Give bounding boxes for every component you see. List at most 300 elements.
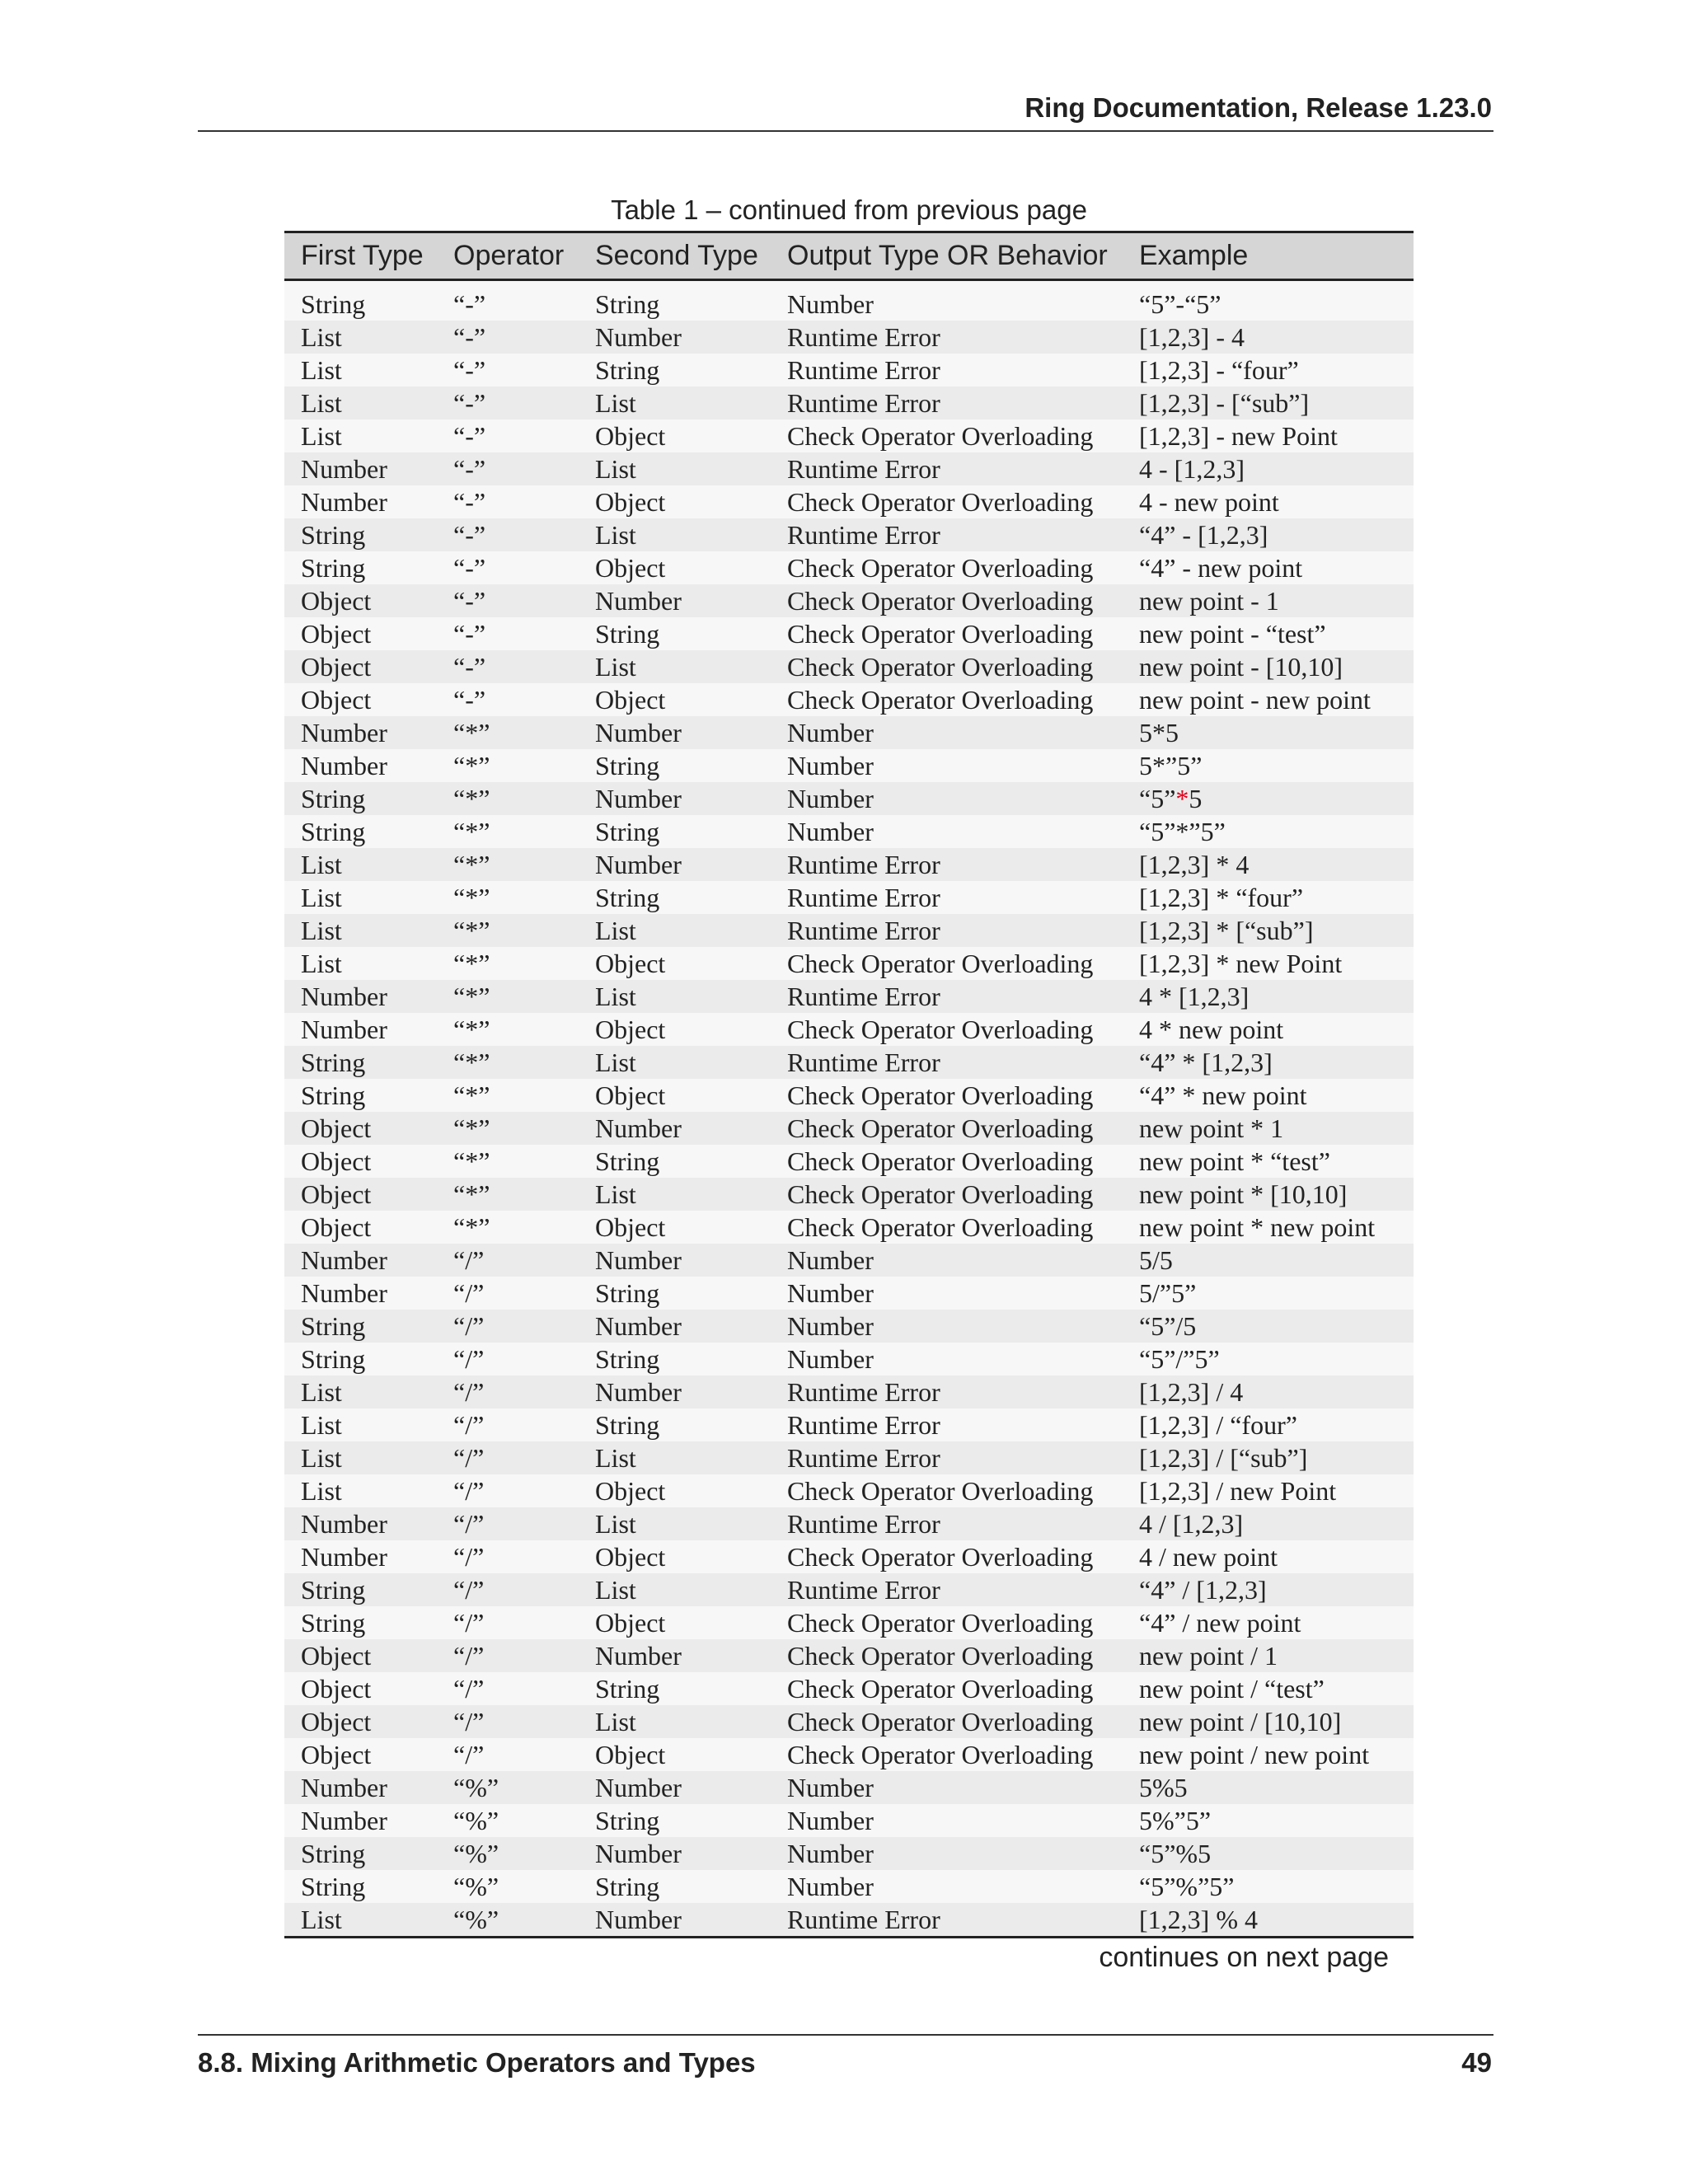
cell-output-type: Check Operator Overloading bbox=[787, 949, 1094, 978]
table-row bbox=[284, 1870, 1414, 1903]
cell-operator: “/” bbox=[453, 1575, 485, 1605]
table-row bbox=[284, 1738, 1414, 1771]
cell-second-type: Object bbox=[595, 1542, 666, 1572]
cell-operator: “-” bbox=[453, 652, 486, 682]
cell-first-type: Object bbox=[301, 1674, 372, 1704]
cell-output-type: Check Operator Overloading bbox=[787, 1542, 1094, 1572]
table-row bbox=[284, 650, 1414, 683]
cell-example: [1,2,3] * new Point bbox=[1139, 949, 1343, 978]
cell-example: new point / “test” bbox=[1139, 1674, 1325, 1704]
cell-example: “4” / new point bbox=[1139, 1608, 1301, 1638]
cell-first-type: String bbox=[301, 1080, 366, 1110]
cell-first-type: String bbox=[301, 1839, 366, 1868]
cell-output-type: Check Operator Overloading bbox=[787, 1015, 1094, 1044]
cell-example: [1,2,3] - “four” bbox=[1139, 355, 1299, 385]
table-caption: Table 1 – continued from previous page bbox=[611, 194, 1087, 225]
cell-second-type: String bbox=[595, 355, 660, 385]
table-row bbox=[284, 1573, 1414, 1606]
table-body bbox=[284, 280, 1414, 1938]
cell-operator: “-” bbox=[453, 355, 486, 385]
cell-first-type: List bbox=[301, 883, 342, 912]
cell-output-type: Check Operator Overloading bbox=[787, 1212, 1094, 1242]
cell-first-type: String bbox=[301, 553, 366, 583]
cell-output-type: Number bbox=[787, 784, 874, 813]
cell-second-type: Number bbox=[595, 1113, 682, 1143]
cell-operator: “*” bbox=[453, 982, 490, 1011]
cell-operator: “/” bbox=[453, 1674, 485, 1704]
cell-example: new point / new point bbox=[1139, 1740, 1370, 1769]
table-header bbox=[284, 232, 1414, 280]
column-header-first-type: First Type bbox=[284, 232, 437, 280]
cell-first-type: String bbox=[301, 520, 366, 550]
cell-operator: “*” bbox=[453, 883, 490, 912]
table-row bbox=[284, 1310, 1414, 1343]
table-row bbox=[284, 518, 1414, 551]
table-row bbox=[284, 1639, 1414, 1672]
cell-first-type: Object bbox=[301, 1212, 372, 1242]
cell-example: [1,2,3] * “four” bbox=[1139, 883, 1304, 912]
cell-second-type: Object bbox=[595, 421, 666, 451]
cell-second-type: List bbox=[595, 1575, 636, 1605]
cell-operator: “*” bbox=[453, 850, 490, 879]
cell-output-type: Number bbox=[787, 718, 874, 748]
cell-output-type: Runtime Error bbox=[787, 1377, 940, 1407]
cell-operator: “/” bbox=[453, 1641, 485, 1671]
table-row bbox=[284, 1408, 1414, 1441]
cell-output-type: Number bbox=[787, 1344, 874, 1374]
cell-first-type: List bbox=[301, 916, 342, 945]
cell-example: [1,2,3] * [“sub”] bbox=[1139, 916, 1314, 945]
cell-example: “4” - new point bbox=[1139, 553, 1303, 583]
table-row bbox=[284, 947, 1414, 980]
cell-first-type: Number bbox=[301, 1542, 387, 1572]
table-row bbox=[284, 1804, 1414, 1837]
cell-example: 4 / [1,2,3] bbox=[1139, 1509, 1244, 1539]
cell-first-type: Number bbox=[301, 1245, 387, 1275]
cell-second-type: List bbox=[595, 1179, 636, 1209]
cell-second-type: Number bbox=[595, 1641, 682, 1671]
cell-first-type: Number bbox=[301, 1806, 387, 1835]
cell-output-type: Check Operator Overloading bbox=[787, 1113, 1094, 1143]
cell-output-type: Runtime Error bbox=[787, 1047, 940, 1077]
cell-second-type: Number bbox=[595, 718, 682, 748]
table-row bbox=[284, 419, 1414, 452]
cell-example: [1,2,3] - new Point bbox=[1139, 421, 1338, 451]
cell-example: new point / [10,10] bbox=[1139, 1707, 1342, 1736]
cell-first-type: List bbox=[301, 1410, 342, 1440]
cell-second-type: String bbox=[595, 1806, 660, 1835]
cell-example: “4” * new point bbox=[1139, 1080, 1307, 1110]
cell-output-type: Check Operator Overloading bbox=[787, 586, 1094, 616]
table-header-row bbox=[284, 232, 1414, 280]
cell-second-type: Number bbox=[595, 1377, 682, 1407]
cell-first-type: Number bbox=[301, 1773, 387, 1802]
cell-example: new point * “test” bbox=[1139, 1146, 1330, 1176]
cell-output-type: Check Operator Overloading bbox=[787, 1740, 1094, 1769]
operator-types-table bbox=[284, 231, 1414, 1938]
table-row bbox=[284, 1376, 1414, 1408]
table-row bbox=[284, 1903, 1414, 1938]
table-row bbox=[284, 1112, 1414, 1145]
cell-second-type: String bbox=[595, 619, 660, 649]
cell-first-type: String bbox=[301, 289, 366, 319]
cell-second-type: List bbox=[595, 1047, 636, 1077]
cell-first-type: Number bbox=[301, 982, 387, 1011]
cell-output-type: Runtime Error bbox=[787, 1575, 940, 1605]
cell-second-type: Number bbox=[595, 322, 682, 352]
table-row bbox=[284, 1507, 1414, 1540]
cell-output-type: Number bbox=[787, 817, 874, 846]
cell-second-type: String bbox=[595, 1410, 660, 1440]
cell-example: “5”-“5” bbox=[1139, 289, 1221, 319]
cell-output-type: Number bbox=[787, 1311, 874, 1341]
cell-output-type: Runtime Error bbox=[787, 322, 940, 352]
page-header bbox=[198, 92, 1493, 132]
cell-operator: “*” bbox=[453, 1146, 490, 1176]
cell-example: 5/”5” bbox=[1139, 1278, 1197, 1308]
cell-second-type: Number bbox=[595, 1311, 682, 1341]
cell-example: new point * 1 bbox=[1139, 1113, 1284, 1143]
cell-second-type: Number bbox=[595, 850, 682, 879]
cell-output-type: Runtime Error bbox=[787, 982, 940, 1011]
cell-output-type: Check Operator Overloading bbox=[787, 619, 1094, 649]
cell-output-type: Check Operator Overloading bbox=[787, 652, 1094, 682]
table-row bbox=[284, 881, 1414, 914]
cell-example: 4 - [1,2,3] bbox=[1139, 454, 1245, 484]
cell-second-type: Object bbox=[595, 1015, 666, 1044]
cell-output-type: Runtime Error bbox=[787, 520, 940, 550]
cell-first-type: Object bbox=[301, 1707, 372, 1736]
cell-first-type: String bbox=[301, 1872, 366, 1901]
cell-output-type: Runtime Error bbox=[787, 883, 940, 912]
table-row bbox=[284, 914, 1414, 947]
cell-example: “4” * [1,2,3] bbox=[1139, 1047, 1273, 1077]
cell-second-type: String bbox=[595, 289, 660, 319]
cell-operator: “%” bbox=[453, 1872, 499, 1901]
cell-second-type: Object bbox=[595, 1212, 666, 1242]
cell-output-type: Check Operator Overloading bbox=[787, 1476, 1094, 1506]
cell-operator: “*” bbox=[453, 1212, 490, 1242]
cell-operator: “*” bbox=[453, 718, 490, 748]
cell-operator: “-” bbox=[453, 454, 486, 484]
cell-first-type: Number bbox=[301, 718, 387, 748]
cell-first-type: Number bbox=[301, 1278, 387, 1308]
cell-output-type: Runtime Error bbox=[787, 454, 940, 484]
cell-example: 5*5 bbox=[1139, 718, 1179, 748]
cell-second-type: Object bbox=[595, 553, 666, 583]
cell-operator: “/” bbox=[453, 1509, 485, 1539]
cell-example: new point * [10,10] bbox=[1139, 1179, 1348, 1209]
cell-output-type: Runtime Error bbox=[787, 1443, 940, 1473]
cell-example: [1,2,3] / 4 bbox=[1139, 1377, 1244, 1407]
cell-operator: “-” bbox=[453, 553, 486, 583]
cell-operator: “/” bbox=[453, 1608, 485, 1638]
cell-operator: “/” bbox=[453, 1311, 485, 1341]
cell-second-type: Number bbox=[595, 1839, 682, 1868]
cell-operator: “*” bbox=[453, 916, 490, 945]
cell-operator: “-” bbox=[453, 388, 486, 418]
cell-example: 4 * [1,2,3] bbox=[1139, 982, 1250, 1011]
cell-first-type: Object bbox=[301, 586, 372, 616]
cell-operator: “/” bbox=[453, 1542, 485, 1572]
cell-example: [1,2,3] / new Point bbox=[1139, 1476, 1337, 1506]
document-title: Ring Documentation, Release 1.23.0 bbox=[1025, 92, 1492, 123]
cell-operator: “/” bbox=[453, 1740, 485, 1769]
table-row bbox=[284, 716, 1414, 749]
cell-first-type: String bbox=[301, 1344, 366, 1374]
cell-example: “4” / [1,2,3] bbox=[1139, 1575, 1267, 1605]
cell-second-type: Object bbox=[595, 1476, 666, 1506]
cell-example: [1,2,3] * 4 bbox=[1139, 850, 1250, 879]
cell-operator: “*” bbox=[453, 817, 490, 846]
cell-output-type: Runtime Error bbox=[787, 388, 940, 418]
cell-first-type: List bbox=[301, 355, 342, 385]
cell-second-type: List bbox=[595, 1509, 636, 1539]
column-header-output-type: Output Type OR Behavior bbox=[771, 232, 1123, 280]
cell-example: 4 / new point bbox=[1139, 1542, 1278, 1572]
cell-first-type: Object bbox=[301, 1113, 372, 1143]
cell-example: “5”*5 bbox=[1139, 784, 1203, 813]
table-row bbox=[284, 683, 1414, 716]
cell-first-type: Object bbox=[301, 1146, 372, 1176]
cell-example: new point - 1 bbox=[1139, 586, 1279, 616]
cell-operator: “/” bbox=[453, 1443, 485, 1473]
cell-output-type: Runtime Error bbox=[787, 916, 940, 945]
table-row bbox=[284, 1606, 1414, 1639]
cell-second-type: Number bbox=[595, 586, 682, 616]
table-row bbox=[284, 551, 1414, 584]
cell-example: [1,2,3] % 4 bbox=[1123, 1903, 1414, 1938]
page-number: 49 bbox=[1461, 2047, 1492, 2078]
cell-second-type: List bbox=[595, 454, 636, 484]
cell-example: “5”%”5” bbox=[1139, 1872, 1235, 1901]
table-row bbox=[284, 1244, 1414, 1277]
cell-output-type: Check Operator Overloading bbox=[787, 1707, 1094, 1736]
operator-table-container bbox=[284, 231, 1414, 1938]
table-row bbox=[284, 1046, 1414, 1079]
cell-example: “5”/”5” bbox=[1139, 1344, 1220, 1374]
cell-first-type: List bbox=[284, 1903, 437, 1938]
cell-first-type: List bbox=[301, 322, 342, 352]
cell-operator: “*” bbox=[453, 1047, 490, 1077]
cell-operator: “*” bbox=[453, 1015, 490, 1044]
cell-output-type: Number bbox=[787, 1872, 874, 1901]
cell-output-type: Check Operator Overloading bbox=[787, 1674, 1094, 1704]
cell-example: new point * new point bbox=[1139, 1212, 1376, 1242]
table-row bbox=[284, 1145, 1414, 1178]
cell-first-type: Object bbox=[301, 685, 372, 715]
cell-first-type: List bbox=[301, 1377, 342, 1407]
cell-operator: “*” bbox=[453, 784, 490, 813]
cell-operator: “*” bbox=[453, 1080, 490, 1110]
table-row bbox=[284, 1277, 1414, 1310]
column-header-second-type: Second Type bbox=[579, 232, 771, 280]
cell-operator: “/” bbox=[453, 1377, 485, 1407]
table-row bbox=[284, 1178, 1414, 1211]
cell-second-type: Object bbox=[595, 1740, 666, 1769]
table-row bbox=[284, 1672, 1414, 1705]
cell-example: new point - “test” bbox=[1139, 619, 1326, 649]
cell-operator: “/” bbox=[453, 1410, 485, 1440]
table-row bbox=[284, 1540, 1414, 1573]
cell-example: 5*”5” bbox=[1139, 751, 1203, 780]
cell-output-type: Number bbox=[787, 1839, 874, 1868]
cell-first-type: List bbox=[301, 1476, 342, 1506]
cell-output-type: Check Operator Overloading bbox=[787, 1146, 1094, 1176]
cell-operator: “%” bbox=[453, 1773, 499, 1802]
table-row bbox=[284, 815, 1414, 848]
cell-example: “5”*”5” bbox=[1139, 817, 1226, 846]
cell-example: 5%5 bbox=[1139, 1773, 1188, 1802]
cell-second-type: String bbox=[595, 1674, 660, 1704]
cell-first-type: String bbox=[301, 1311, 366, 1341]
cell-operator: “/” bbox=[453, 1707, 485, 1736]
table-row bbox=[284, 848, 1414, 881]
cell-operator: “-” bbox=[453, 685, 486, 715]
cell-operator: “*” bbox=[453, 751, 490, 780]
cell-output-type: Runtime Error bbox=[771, 1903, 1123, 1938]
cell-first-type: List bbox=[301, 1443, 342, 1473]
column-header-example: Example bbox=[1123, 232, 1414, 280]
table-row bbox=[284, 1705, 1414, 1738]
cell-example: [1,2,3] - 4 bbox=[1139, 322, 1245, 352]
cell-second-type: Object bbox=[595, 1080, 666, 1110]
cell-example: [1,2,3] / “four” bbox=[1139, 1410, 1297, 1440]
cell-second-type: String bbox=[595, 1278, 660, 1308]
cell-operator: “-” bbox=[453, 322, 486, 352]
cell-operator: “*” bbox=[453, 1179, 490, 1209]
table-row bbox=[284, 617, 1414, 650]
cell-operator: “/” bbox=[453, 1278, 485, 1308]
cell-second-type: Number bbox=[595, 1773, 682, 1802]
cell-operator: “%” bbox=[437, 1903, 579, 1938]
cell-output-type: Number bbox=[787, 1245, 874, 1275]
cell-operator: “-” bbox=[453, 520, 486, 550]
table-row bbox=[284, 1343, 1414, 1376]
cell-operator: “*” bbox=[453, 1113, 490, 1143]
cell-operator: “-” bbox=[453, 619, 486, 649]
table-row bbox=[284, 452, 1414, 485]
cell-first-type: Object bbox=[301, 619, 372, 649]
page-footer bbox=[198, 2034, 1493, 2085]
table-row bbox=[284, 584, 1414, 617]
cell-second-type: Object bbox=[595, 685, 666, 715]
cell-example: “5”/5 bbox=[1139, 1311, 1197, 1341]
cell-second-type: String bbox=[595, 817, 660, 846]
cell-second-type: Number bbox=[595, 1245, 682, 1275]
cell-second-type: List bbox=[595, 1707, 636, 1736]
cell-second-type: List bbox=[595, 388, 636, 418]
table-row bbox=[284, 980, 1414, 1013]
cell-second-type: String bbox=[595, 1344, 660, 1374]
cell-output-type: Runtime Error bbox=[787, 1509, 940, 1539]
cell-operator: “-” bbox=[453, 421, 486, 451]
cell-operator: “/” bbox=[453, 1245, 485, 1275]
cell-example: 4 * new point bbox=[1139, 1015, 1284, 1044]
cell-second-type: List bbox=[595, 652, 636, 682]
cell-operator: “/” bbox=[453, 1476, 485, 1506]
cell-first-type: Number bbox=[301, 1015, 387, 1044]
cell-first-type: List bbox=[301, 421, 342, 451]
cell-output-type: Check Operator Overloading bbox=[787, 1179, 1094, 1209]
table-row bbox=[284, 485, 1414, 518]
cell-first-type: Object bbox=[301, 1740, 372, 1769]
cell-output-type: Check Operator Overloading bbox=[787, 553, 1094, 583]
continues-note: continues on next page bbox=[1099, 1942, 1389, 1973]
table-row bbox=[284, 1079, 1414, 1112]
cell-first-type: Number bbox=[301, 454, 387, 484]
cell-first-type: String bbox=[301, 1608, 366, 1638]
cell-first-type: Object bbox=[301, 652, 372, 682]
table-row bbox=[284, 782, 1414, 815]
cell-operator: “/” bbox=[453, 1344, 485, 1374]
cell-first-type: Object bbox=[301, 1641, 372, 1671]
cell-second-type: List bbox=[595, 982, 636, 1011]
cell-first-type: Number bbox=[301, 751, 387, 780]
table-row bbox=[284, 1474, 1414, 1507]
cell-example: new point - [10,10] bbox=[1139, 652, 1343, 682]
table-row bbox=[284, 1441, 1414, 1474]
cell-example: [1,2,3] - [“sub”] bbox=[1139, 388, 1310, 418]
cell-first-type: String bbox=[301, 1047, 366, 1077]
cell-example: 4 - new point bbox=[1139, 487, 1279, 517]
cell-operator: “-” bbox=[453, 289, 486, 319]
table-row bbox=[284, 1771, 1414, 1804]
cell-second-type: Object bbox=[595, 487, 666, 517]
cell-example: “5”%5 bbox=[1139, 1839, 1212, 1868]
table-row bbox=[284, 1013, 1414, 1046]
cell-output-type: Runtime Error bbox=[787, 1410, 940, 1440]
cell-second-type: String bbox=[595, 1146, 660, 1176]
table-row bbox=[284, 280, 1414, 321]
cell-output-type: Check Operator Overloading bbox=[787, 487, 1094, 517]
cell-second-type: Object bbox=[595, 1608, 666, 1638]
table-row bbox=[284, 749, 1414, 782]
cell-output-type: Runtime Error bbox=[787, 355, 940, 385]
cell-first-type: Number bbox=[301, 1509, 387, 1539]
cell-first-type: List bbox=[301, 949, 342, 978]
cell-output-type: Runtime Error bbox=[787, 850, 940, 879]
cell-example: 5%”5” bbox=[1139, 1806, 1212, 1835]
cell-first-type: String bbox=[301, 784, 366, 813]
table-row bbox=[284, 387, 1414, 419]
cell-output-type: Check Operator Overloading bbox=[787, 1080, 1094, 1110]
cell-first-type: List bbox=[301, 388, 342, 418]
column-header-operator: Operator bbox=[437, 232, 579, 280]
cell-output-type: Check Operator Overloading bbox=[787, 685, 1094, 715]
cell-operator: “-” bbox=[453, 487, 486, 517]
cell-output-type: Number bbox=[787, 289, 874, 319]
cell-operator: “%” bbox=[453, 1806, 499, 1835]
cell-output-type: Number bbox=[787, 751, 874, 780]
section-title: 8.8. Mixing Arithmetic Operators and Types bbox=[198, 2047, 756, 2078]
cell-example: new point / 1 bbox=[1139, 1641, 1278, 1671]
cell-second-type: List bbox=[595, 1443, 636, 1473]
cell-example: 5/5 bbox=[1139, 1245, 1173, 1275]
cell-first-type: Number bbox=[301, 487, 387, 517]
cell-example: new point - new point bbox=[1139, 685, 1371, 715]
table-row bbox=[284, 354, 1414, 387]
table-row bbox=[284, 1211, 1414, 1244]
cell-second-type: String bbox=[595, 1872, 660, 1901]
cell-example: “4” - [1,2,3] bbox=[1139, 520, 1268, 550]
cell-output-type: Number bbox=[787, 1773, 874, 1802]
cell-second-type: List bbox=[595, 916, 636, 945]
cell-first-type: String bbox=[301, 1575, 366, 1605]
cell-second-type: String bbox=[595, 751, 660, 780]
cell-output-type: Check Operator Overloading bbox=[787, 1641, 1094, 1671]
cell-first-type: String bbox=[301, 817, 366, 846]
